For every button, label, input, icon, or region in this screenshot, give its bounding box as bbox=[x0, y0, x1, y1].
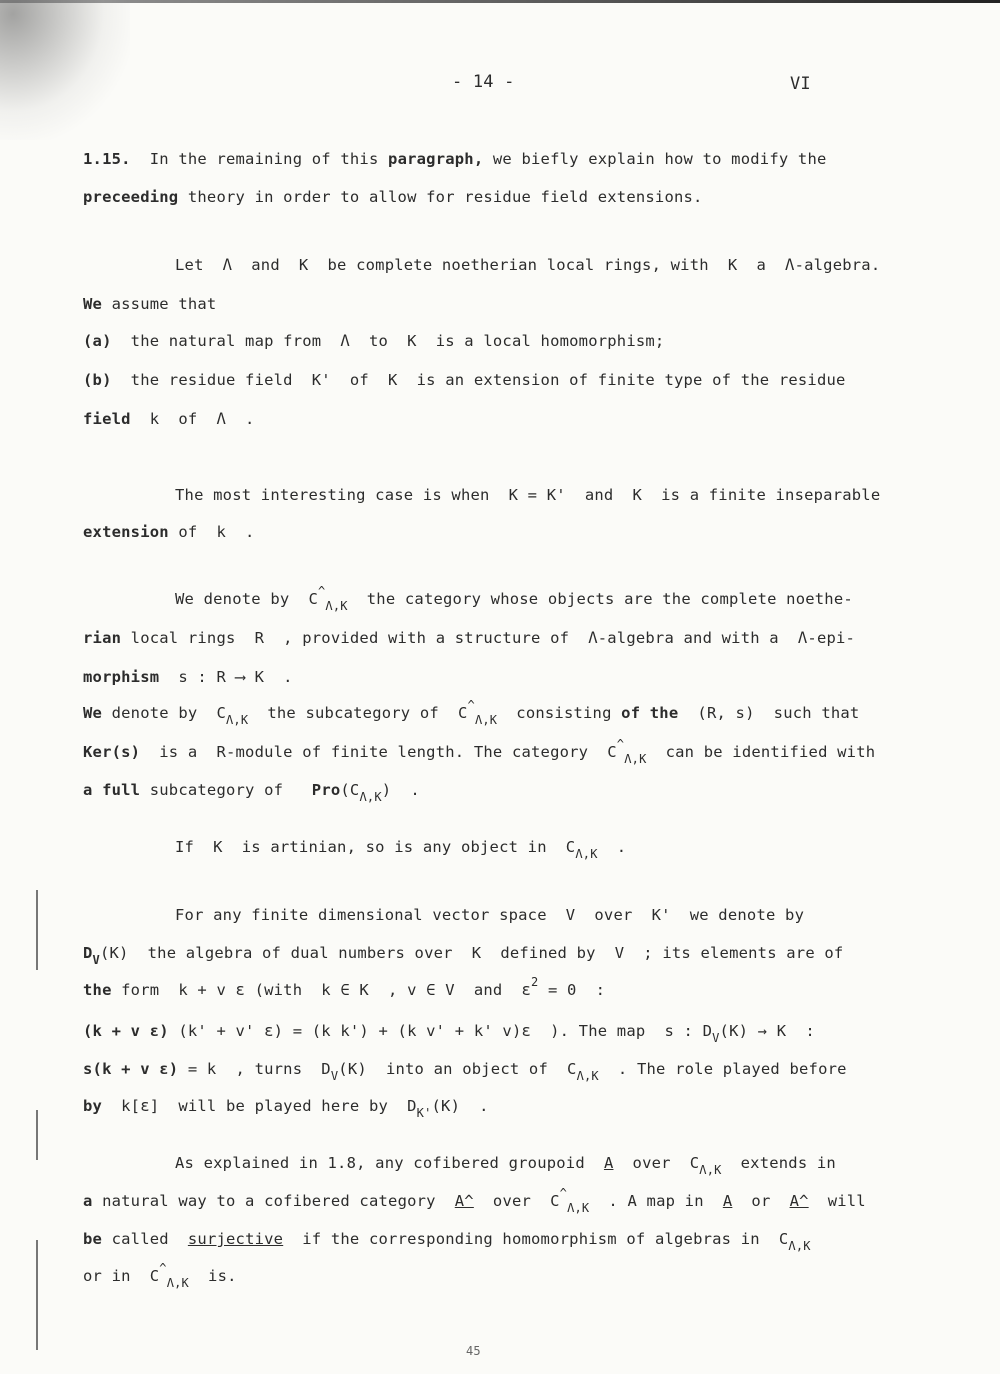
text-line bbox=[83, 668, 293, 686]
text-run: ) . bbox=[381, 781, 420, 799]
text-run: k of Λ . bbox=[130, 410, 255, 428]
text-run: Λ,K bbox=[226, 713, 249, 727]
text-run: = 0 : bbox=[538, 981, 606, 999]
text-run: V bbox=[330, 1069, 339, 1083]
text-run: theory in order to allow for residue field extensions. bbox=[178, 188, 703, 206]
text-line bbox=[175, 838, 627, 861]
text-run: V bbox=[92, 953, 100, 967]
text-run: k[ε] will be played here by D bbox=[102, 1097, 417, 1115]
text-run: 2 bbox=[531, 975, 539, 989]
text-run: A bbox=[722, 1192, 733, 1210]
text-run: if the corresponding homomorphism of algebras in C bbox=[283, 1230, 789, 1248]
text-run: consisting bbox=[497, 704, 622, 722]
text-run: D bbox=[83, 944, 93, 962]
text-line bbox=[83, 1186, 866, 1215]
text-run: over C bbox=[473, 1192, 560, 1210]
text-line bbox=[83, 1261, 237, 1290]
text-run: will bbox=[808, 1192, 866, 1210]
text-run: A bbox=[603, 1154, 614, 1172]
text-run: we biefly explain how to modify the bbox=[483, 150, 827, 168]
text-run: = k , turns D bbox=[178, 1060, 331, 1078]
text-run: ^ bbox=[616, 737, 625, 751]
text-run: As explained in 1.8, any cofibered groupoid bbox=[175, 1154, 604, 1172]
text-run: (k + v ε) bbox=[83, 1022, 169, 1040]
text-run: ^ bbox=[559, 1186, 568, 1200]
text-run: form k + v ε (with k ∈ K , v ∈ V and ε bbox=[111, 981, 532, 999]
text-run: A^ bbox=[454, 1192, 474, 1210]
text-run: (b) bbox=[83, 371, 112, 389]
text-run: Λ,K bbox=[576, 1069, 599, 1083]
text-line bbox=[175, 906, 804, 924]
text-run: We bbox=[83, 704, 103, 722]
text-run: V bbox=[712, 1031, 720, 1045]
text-run: denote by C bbox=[102, 704, 226, 722]
text-line bbox=[83, 698, 860, 727]
text-run: Pro bbox=[311, 781, 341, 799]
text-run: by bbox=[83, 1097, 103, 1115]
text-run: a bbox=[83, 1192, 93, 1210]
text-run: s : R ⟶ K . bbox=[159, 668, 293, 686]
text-run: If K is artinian, so is any object in C bbox=[175, 838, 576, 856]
text-run: local rings R , provided with a structure of Λ-algebra and with a Λ-epi- bbox=[121, 629, 856, 647]
text-run: . bbox=[597, 838, 627, 856]
text-run: the natural map from Λ to K is a local homomorphism; bbox=[111, 332, 665, 350]
text-run: is a R-module of finite length. The category C bbox=[140, 743, 617, 761]
text-line bbox=[83, 523, 255, 541]
text-run: Λ,K bbox=[359, 790, 382, 804]
text-run: Λ,K bbox=[567, 1201, 590, 1215]
scan-corner-shadow bbox=[0, 0, 130, 140]
text-run: (k' + v' ε) = (k k') + (k v' + k' v)ε ). The map s : D bbox=[168, 1022, 713, 1040]
text-run: morphism bbox=[83, 668, 160, 686]
text-line bbox=[83, 781, 420, 804]
text-run: (K) . bbox=[431, 1097, 489, 1115]
text-line bbox=[83, 975, 606, 999]
text-run: extends in bbox=[721, 1154, 836, 1172]
text-run: (R, s) such that bbox=[678, 704, 860, 722]
text-run: Λ,K bbox=[474, 713, 498, 727]
text-run: (a) bbox=[83, 332, 112, 350]
text-run: . The role played before bbox=[598, 1060, 847, 1078]
text-line bbox=[83, 629, 855, 647]
text-run: or bbox=[732, 1192, 790, 1210]
text-line bbox=[83, 410, 255, 428]
text-line bbox=[83, 150, 827, 168]
text-run: paragraph, bbox=[388, 150, 484, 168]
text-line bbox=[83, 1060, 847, 1083]
text-line bbox=[175, 1154, 836, 1177]
text-run: natural way to a cofibered category bbox=[92, 1192, 455, 1210]
text-run: extension bbox=[83, 523, 169, 541]
text-run: subcategory of bbox=[140, 781, 312, 799]
text-run: Λ,K bbox=[699, 1163, 722, 1177]
text-run: Λ,K bbox=[575, 847, 598, 861]
text-run: Λ,K bbox=[166, 1276, 189, 1290]
text-run: A^ bbox=[789, 1192, 809, 1210]
chapter-number: VI bbox=[790, 74, 811, 94]
text-line bbox=[83, 295, 216, 313]
text-line bbox=[83, 188, 703, 206]
text-run: is. bbox=[188, 1267, 237, 1285]
text-run: rian bbox=[83, 629, 122, 647]
text-run: can be identified with bbox=[646, 743, 876, 761]
text-run: field bbox=[83, 410, 131, 428]
text-run: ^ bbox=[159, 1261, 167, 1275]
text-run: surjective bbox=[187, 1230, 284, 1248]
text-run: We bbox=[83, 295, 103, 313]
text-run: of the bbox=[621, 704, 679, 722]
text-run: We denote by C bbox=[175, 590, 318, 608]
text-run: be bbox=[83, 1230, 103, 1248]
text-run: over C bbox=[613, 1154, 700, 1172]
text-run: Ker(s) bbox=[83, 743, 141, 761]
text-line bbox=[175, 584, 853, 613]
text-run: (K) → K : bbox=[719, 1022, 815, 1040]
text-run: called bbox=[102, 1230, 188, 1248]
text-run: the residue field K' of K is an extension of finite type of the residue bbox=[111, 371, 846, 389]
text-run: Let Λ and K be complete noetherian local rings, with K a Λ-algebra. bbox=[175, 256, 881, 274]
text-run: assume that bbox=[102, 295, 217, 313]
text-run: Λ,K bbox=[325, 599, 348, 613]
text-run: a full bbox=[83, 781, 141, 799]
text-run: the category whose objects are the complete noethe- bbox=[347, 590, 853, 608]
page-number: - 14 - bbox=[452, 72, 515, 92]
text-line bbox=[83, 1022, 815, 1045]
text-run: (K) into an object of C bbox=[338, 1060, 577, 1078]
text-run: ^ bbox=[317, 584, 326, 598]
top-edge-line bbox=[0, 0, 1000, 3]
text-run: preceeding bbox=[83, 188, 179, 206]
text-run: Λ,K bbox=[788, 1239, 811, 1253]
text-line bbox=[83, 1230, 811, 1253]
margin-mark bbox=[36, 890, 38, 970]
text-run: Λ,K bbox=[624, 752, 647, 766]
text-run: s(k + v ε) bbox=[83, 1060, 179, 1078]
text-run: . A map in bbox=[589, 1192, 723, 1210]
text-run: or in C bbox=[83, 1267, 160, 1285]
text-run: ^ bbox=[467, 698, 475, 712]
text-line bbox=[83, 1097, 489, 1120]
text-run: For any finite dimensional vector space V over K' we denote by bbox=[175, 906, 805, 924]
text-line bbox=[83, 332, 664, 350]
footer-stamp: 45 bbox=[466, 1344, 481, 1358]
text-run: the bbox=[83, 981, 112, 999]
text-run: In the remaining of this bbox=[130, 150, 389, 168]
text-run: of k . bbox=[168, 523, 255, 541]
text-run: the subcategory of C bbox=[248, 704, 468, 722]
text-line bbox=[175, 486, 880, 504]
text-line bbox=[83, 944, 844, 967]
text-run: (K) the algebra of dual numbers over K defined by V ; its elements are of bbox=[99, 944, 844, 962]
margin-mark bbox=[36, 1110, 38, 1160]
text-run: The most interesting case is when K = K' and K is a finite inseparable bbox=[175, 486, 881, 504]
margin-mark bbox=[36, 1240, 38, 1350]
text-run: (C bbox=[340, 781, 360, 799]
text-line bbox=[83, 371, 846, 389]
text-run: K' bbox=[416, 1106, 432, 1120]
text-run: 1.15. bbox=[83, 150, 131, 168]
text-line bbox=[175, 256, 880, 274]
text-line bbox=[83, 737, 876, 766]
